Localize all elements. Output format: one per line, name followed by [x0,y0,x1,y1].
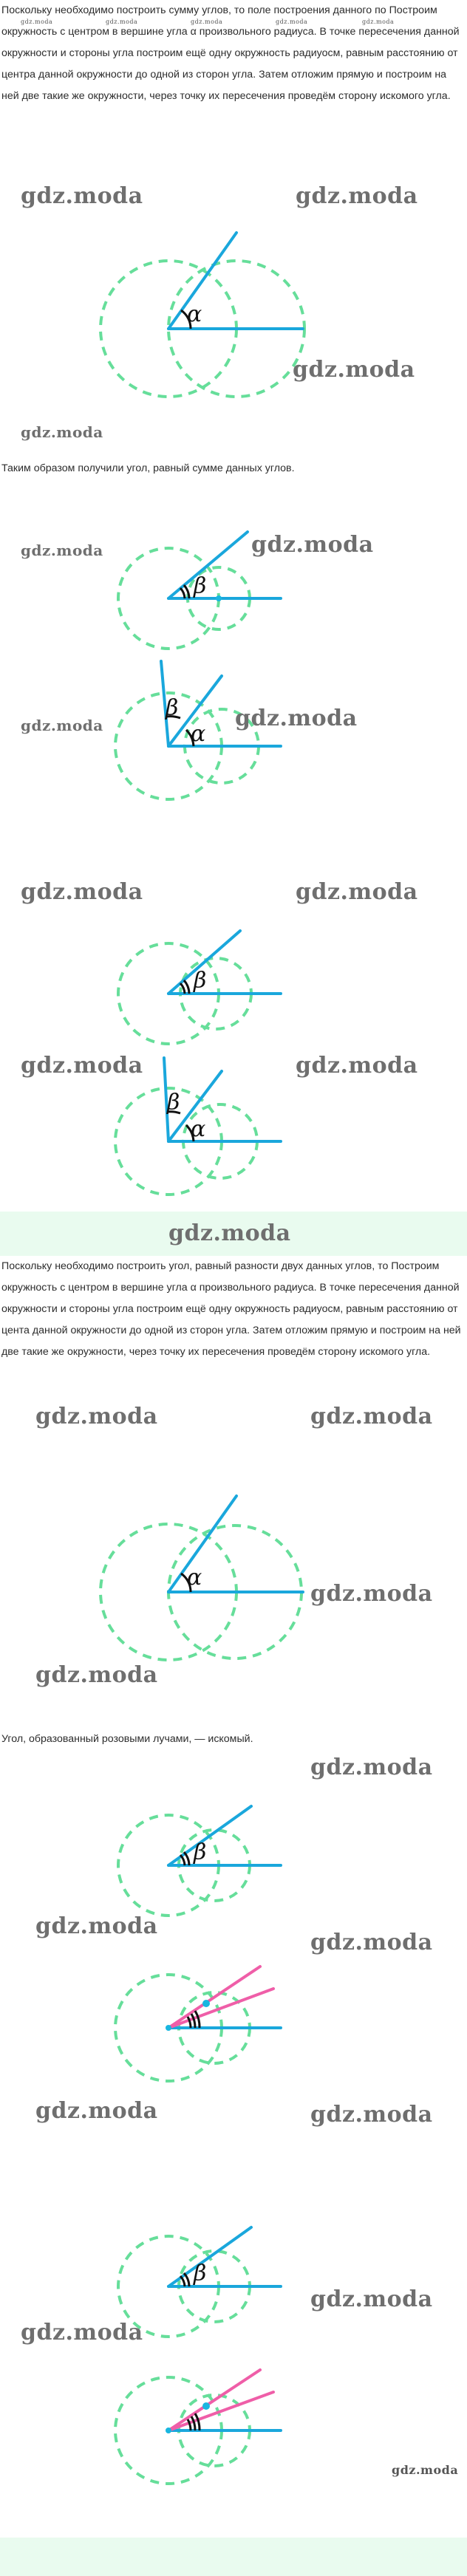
watermark: gdz.moda [310,1755,433,1780]
watermark: gdz.moda [106,18,138,25]
figure-sum-construction-2 [0,1042,467,1212]
watermark: gdz.moda [296,879,418,905]
section2-result: Угол, образованный розовыми лучами, — искомый. [1,1733,253,1745]
beta-label: β [194,1839,207,1865]
watermark: gdz.moda [276,18,308,25]
watermark: gdz.moda [293,357,415,383]
watermark: gdz.moda [21,717,103,734]
watermark: gdz.moda [310,1581,433,1607]
watermark: gdz.moda [235,706,358,731]
watermark: gdz.moda [296,1053,418,1079]
figure-angle-beta [0,517,467,665]
watermark: gdz.moda [35,1404,158,1429]
watermark: gdz.moda [21,2320,143,2346]
section1-text: Поскольку необходимо построить сумму углов, то поле построения данного по Построим окружность с центром в вершине угла α произвольного радиуса. В точке пересечения данной окружности и стороны угла построим ещё одну окружность радиуосм, равным расстоянию от центра данной окружности до одной из сторон угла. Затем отложим прямую и построим на ней две такие же окружности, через точку их пересечения проведём сторону искомого угла. [1,4,460,102]
watermark: gdz.moda [21,1053,143,1079]
alpha-label: α [191,1116,206,1142]
watermark: gdz.moda [191,18,223,25]
watermark: gdz.moda [310,2102,433,2128]
alpha-label: α [191,721,206,747]
watermark: gdz.moda [35,1662,158,1688]
figure-sum-construction [0,650,467,820]
watermark: gdz.moda [168,1220,291,1246]
watermark: gdz.moda [296,183,418,209]
beta-label: β [194,968,207,994]
figure-angle-alpha-2 [0,1470,467,1662]
watermark: gdz.moda [310,1930,433,1955]
watermark: gdz.moda [310,2286,433,2312]
watermark: gdz.moda [310,1404,433,1429]
alpha-label: α [187,1565,202,1591]
beta-label: β [194,2261,207,2286]
watermark: gdz.moda [35,1913,158,1939]
bottom-band [0,2538,467,2576]
watermark: gdz.moda [35,2098,158,2124]
watermark: gdz.moda [392,2463,459,2477]
watermark: gdz.moda [21,879,143,905]
figure-difference-construction [0,1950,467,2098]
watermark: gdz.moda [21,18,53,25]
watermark: gdz.moda [21,423,103,441]
section1-result: Таким образом получили угол, равный сумме данных углов. [1,462,295,474]
watermark: gdz.moda [21,541,103,559]
beta-label: β [167,1090,180,1116]
section2-text: Поскольку необходимо построить угол, равный разности двух данных углов, то Построим окружность с центром в вершине угла α произвольного радиуса. В точке пересечения данной окружности и стороны угла построим ещё одну окружность радиуосм, равным расстоянию от цента данной окружности до одной из сторон угла. Затем отложим прямую и построим на ней две такие же окружности, через точку их пересечения проведём сторону искомого угла. [1,1260,461,1358]
watermark: gdz.moda [251,532,374,558]
beta-label: β [194,573,207,599]
watermark: gdz.moda [362,18,395,25]
beta-label: β [166,695,179,721]
alpha-label: α [187,301,202,327]
watermark: gdz.moda [21,183,143,209]
